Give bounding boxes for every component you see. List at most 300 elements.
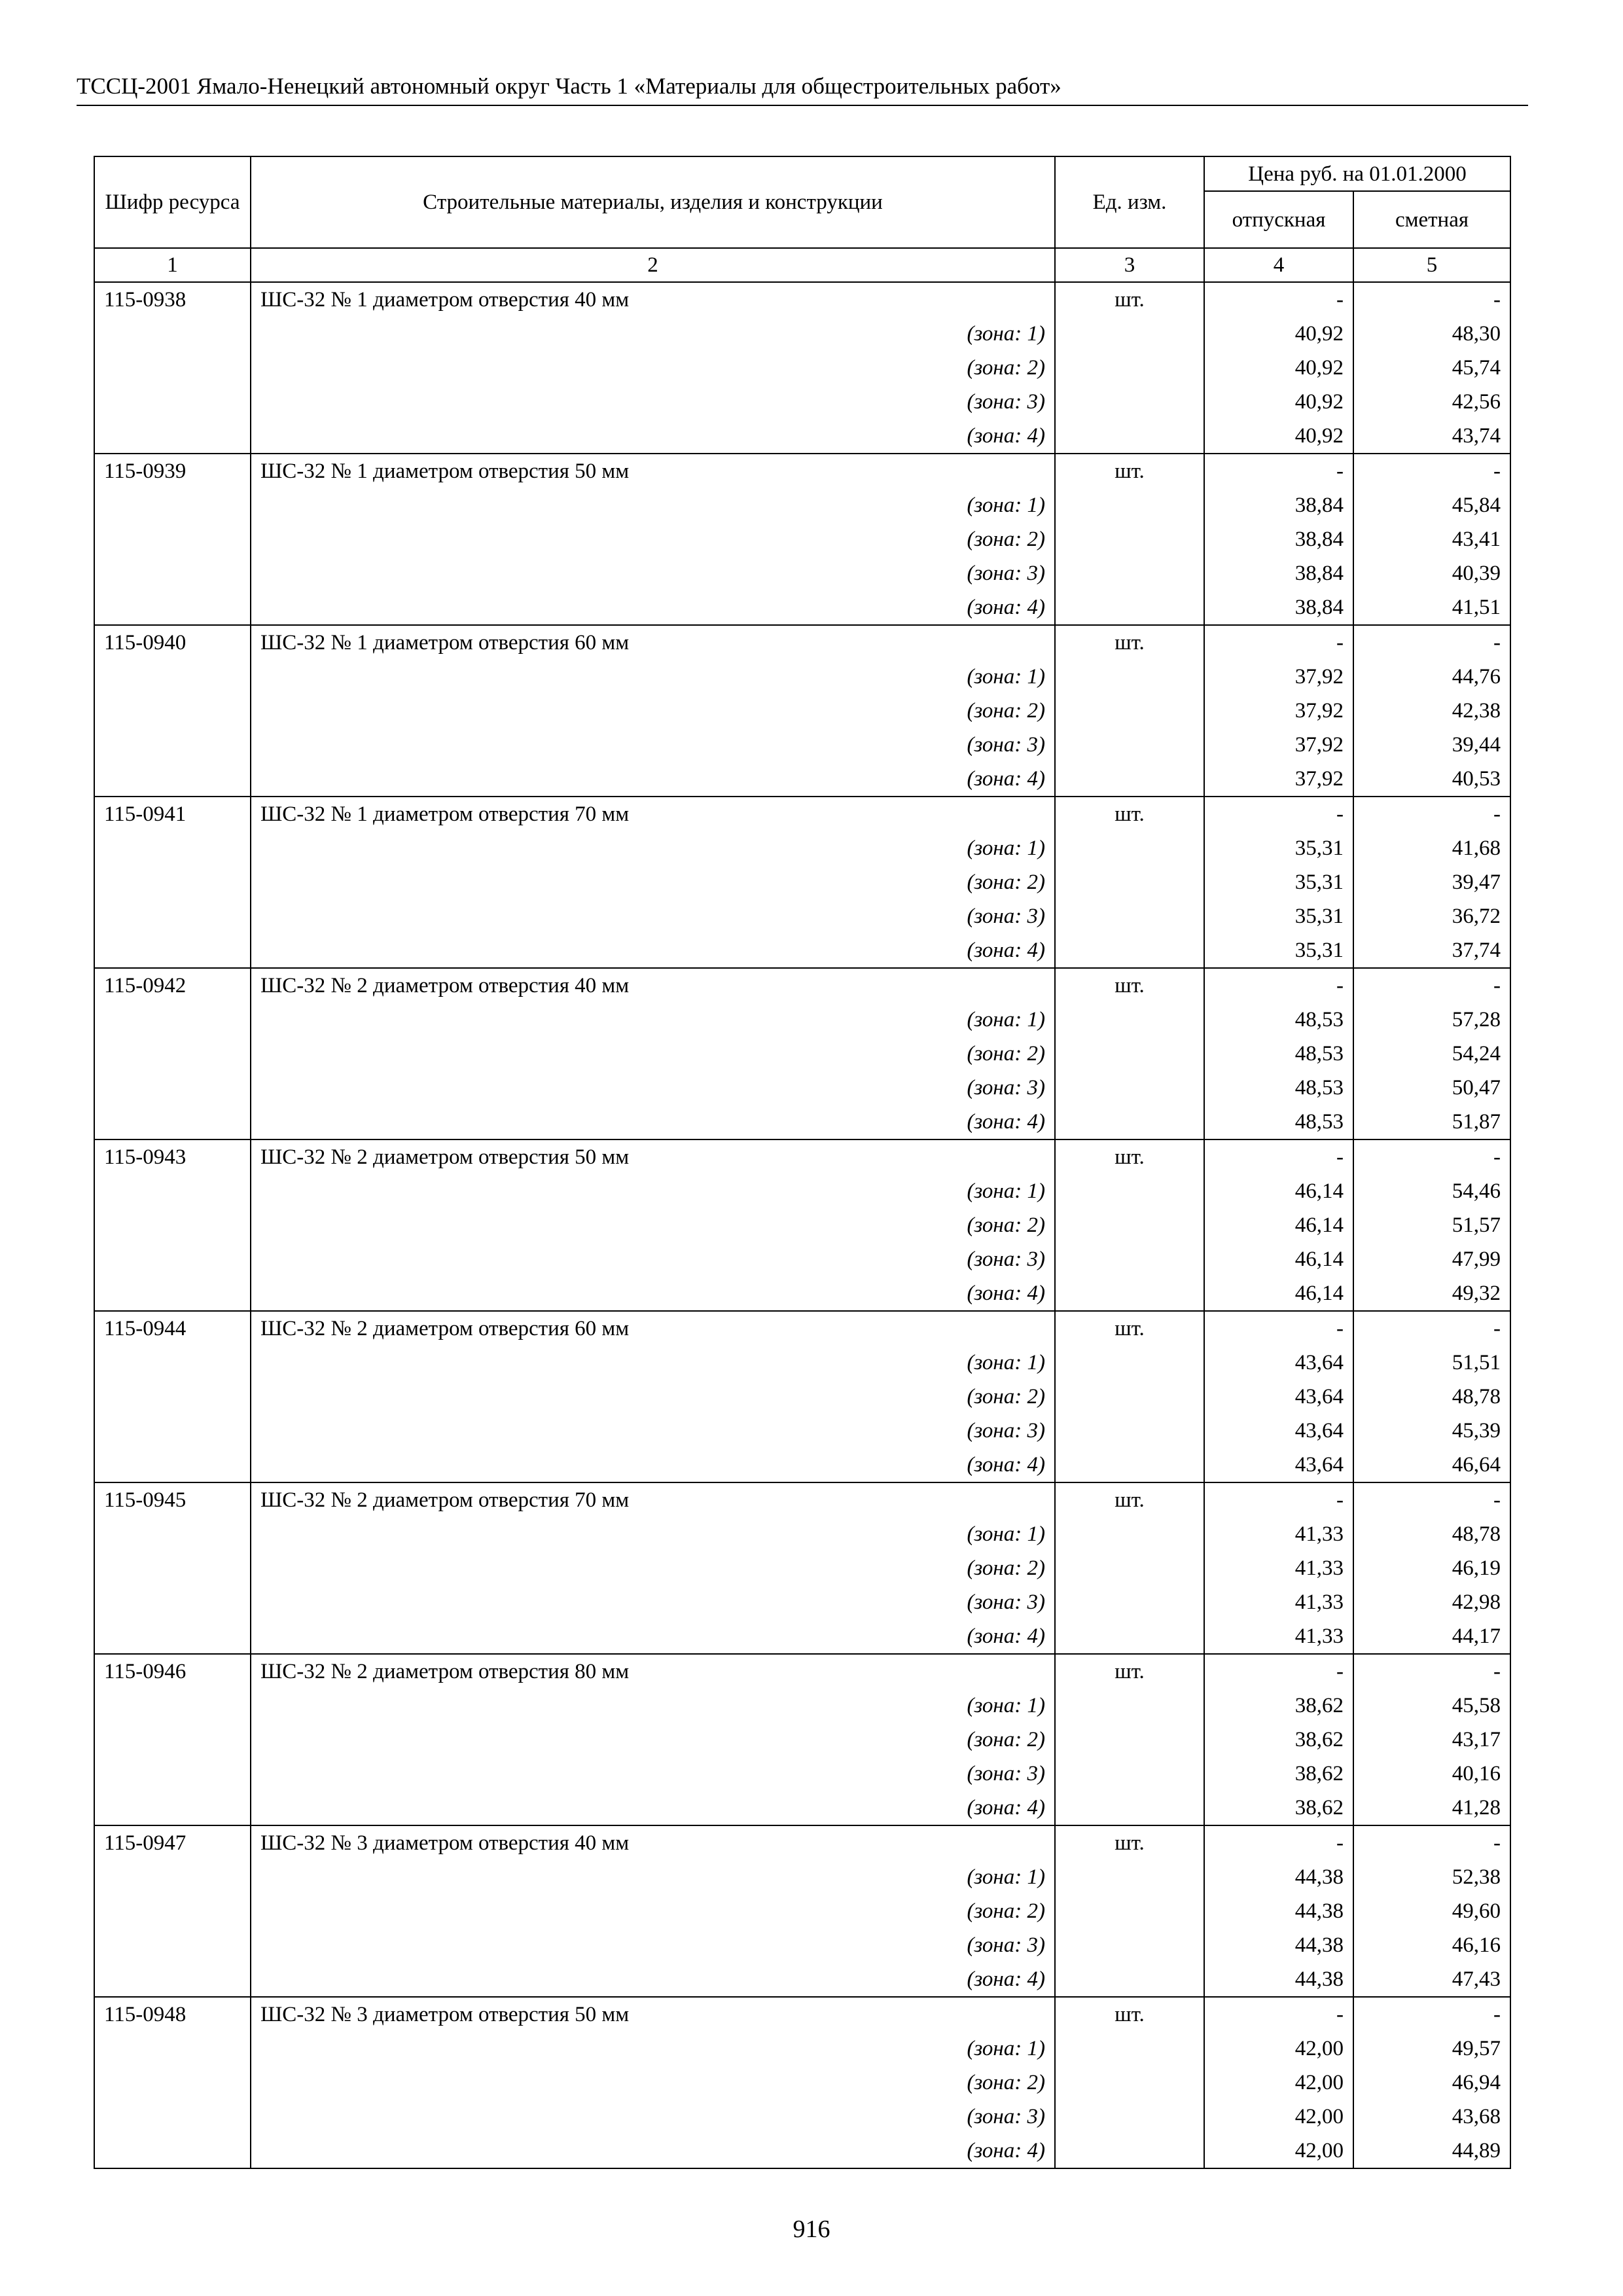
zone-row — [94, 694, 1510, 728]
zone-label: (зона: 1) — [251, 1003, 1055, 1037]
zone-row — [94, 1003, 1510, 1037]
empty-cell — [94, 385, 251, 419]
zone-row — [94, 831, 1510, 865]
zone-label: (зона: 2) — [251, 1037, 1055, 1071]
zone-row — [94, 351, 1510, 385]
empty-cell — [94, 2066, 251, 2100]
zone-row — [94, 1414, 1510, 1448]
release-price: 44,38 — [1204, 1962, 1353, 1997]
zone-row — [94, 1860, 1510, 1894]
estimate-price: 51,57 — [1353, 1208, 1510, 1242]
release-price: 43,64 — [1204, 1414, 1353, 1448]
zone-label: (зона: 3) — [251, 728, 1055, 762]
price-table — [94, 156, 1511, 2169]
empty-cell — [94, 2032, 251, 2066]
column-number: 2 — [251, 248, 1055, 282]
release-price: 35,31 — [1204, 831, 1353, 865]
release-price: 40,92 — [1204, 419, 1353, 454]
resource-code: 115-0941 — [94, 797, 251, 831]
table-row — [94, 625, 1510, 660]
estimate-price: 51,51 — [1353, 1346, 1510, 1380]
release-price: 38,62 — [1204, 1791, 1353, 1825]
unit-cell: шт. — [1055, 1482, 1204, 1517]
table-row — [94, 1654, 1510, 1689]
estimate-price: - — [1353, 454, 1510, 488]
release-price: 38,84 — [1204, 590, 1353, 625]
empty-cell — [1055, 1208, 1204, 1242]
estimate-price: 54,24 — [1353, 1037, 1510, 1071]
empty-cell — [94, 1346, 251, 1380]
empty-cell — [94, 1242, 251, 1276]
release-price: 38,62 — [1204, 1723, 1353, 1757]
zone-label: (зона: 4) — [251, 1619, 1055, 1654]
estimate-price: 48,78 — [1353, 1517, 1510, 1551]
estimate-price: 45,39 — [1353, 1414, 1510, 1448]
zone-row — [94, 1448, 1510, 1482]
estimate-price: 52,38 — [1353, 1860, 1510, 1894]
empty-cell — [94, 1723, 251, 1757]
zone-row — [94, 1276, 1510, 1311]
empty-cell — [94, 488, 251, 522]
resource-code: 115-0939 — [94, 454, 251, 488]
header-name: Строительные материалы, изделия и конструкции — [251, 156, 1055, 248]
estimate-price: 39,44 — [1353, 728, 1510, 762]
empty-cell — [94, 2134, 251, 2168]
zone-label: (зона: 1) — [251, 831, 1055, 865]
table-row — [94, 282, 1510, 317]
zone-row — [94, 660, 1510, 694]
material-name: ШС-32 № 1 диаметром отверстия 60 мм — [251, 625, 1055, 660]
zone-label: (зона: 4) — [251, 933, 1055, 968]
estimate-price: 47,43 — [1353, 1962, 1510, 1997]
estimate-price: - — [1353, 797, 1510, 831]
estimate-price: 44,76 — [1353, 660, 1510, 694]
empty-cell — [94, 933, 251, 968]
table-row — [94, 1139, 1510, 1174]
estimate-price: 45,74 — [1353, 351, 1510, 385]
empty-cell — [94, 1551, 251, 1585]
column-number: 5 — [1353, 248, 1510, 282]
estimate-price: 47,99 — [1353, 1242, 1510, 1276]
zone-row — [94, 2066, 1510, 2100]
release-price: 44,38 — [1204, 1894, 1353, 1928]
zone-row — [94, 1585, 1510, 1619]
zone-label: (зона: 1) — [251, 1860, 1055, 1894]
empty-cell — [1055, 1003, 1204, 1037]
material-name: ШС-32 № 2 диаметром отверстия 60 мм — [251, 1311, 1055, 1346]
empty-cell — [1055, 762, 1204, 797]
estimate-price: 36,72 — [1353, 899, 1510, 933]
empty-cell — [94, 351, 251, 385]
release-price: 42,00 — [1204, 2100, 1353, 2134]
zone-label: (зона: 4) — [251, 1276, 1055, 1311]
zone-label: (зона: 1) — [251, 2032, 1055, 2066]
zone-label: (зона: 1) — [251, 1517, 1055, 1551]
empty-cell — [1055, 1551, 1204, 1585]
estimate-price: - — [1353, 968, 1510, 1003]
zone-row — [94, 522, 1510, 556]
release-price: 48,53 — [1204, 1037, 1353, 1071]
estimate-price: 43,41 — [1353, 522, 1510, 556]
table-header — [94, 156, 1510, 282]
zone-label: (зона: 1) — [251, 1689, 1055, 1723]
release-price: 38,84 — [1204, 556, 1353, 590]
empty-cell — [1055, 419, 1204, 454]
release-price: 43,64 — [1204, 1380, 1353, 1414]
estimate-price: 42,38 — [1353, 694, 1510, 728]
release-price: - — [1204, 1997, 1353, 2032]
zone-row — [94, 1791, 1510, 1825]
empty-cell — [94, 590, 251, 625]
estimate-price: 49,57 — [1353, 2032, 1510, 2066]
resource-code: 115-0946 — [94, 1654, 251, 1689]
release-price: 44,38 — [1204, 1860, 1353, 1894]
estimate-price: 44,89 — [1353, 2134, 1510, 2168]
release-price: 40,92 — [1204, 351, 1353, 385]
estimate-price: - — [1353, 625, 1510, 660]
empty-cell — [1055, 728, 1204, 762]
release-price: 48,53 — [1204, 1071, 1353, 1105]
zone-row — [94, 1242, 1510, 1276]
material-name: ШС-32 № 1 диаметром отверстия 50 мм — [251, 454, 1055, 488]
release-price: 40,92 — [1204, 317, 1353, 351]
zone-row — [94, 2100, 1510, 2134]
release-price: 43,64 — [1204, 1448, 1353, 1482]
zone-row — [94, 1208, 1510, 1242]
unit-cell: шт. — [1055, 1654, 1204, 1689]
release-price: 37,92 — [1204, 762, 1353, 797]
empty-cell — [94, 1276, 251, 1311]
empty-cell — [1055, 2134, 1204, 2168]
resource-code: 115-0947 — [94, 1825, 251, 1860]
empty-cell — [1055, 1346, 1204, 1380]
release-price: 38,62 — [1204, 1757, 1353, 1791]
page-number: 916 — [793, 2215, 830, 2243]
empty-cell — [1055, 2066, 1204, 2100]
empty-cell — [1055, 488, 1204, 522]
zone-label: (зона: 4) — [251, 419, 1055, 454]
zone-label: (зона: 1) — [251, 317, 1055, 351]
estimate-price: - — [1353, 1997, 1510, 2032]
unit-cell: шт. — [1055, 797, 1204, 831]
empty-cell — [1055, 694, 1204, 728]
estimate-price: 45,58 — [1353, 1689, 1510, 1723]
resource-code: 115-0938 — [94, 282, 251, 317]
zone-row — [94, 1551, 1510, 1585]
zone-row — [94, 488, 1510, 522]
empty-cell — [1055, 1276, 1204, 1311]
material-name: ШС-32 № 3 диаметром отверстия 50 мм — [251, 1997, 1055, 2032]
release-price: 41,33 — [1204, 1551, 1353, 1585]
estimate-price: 48,78 — [1353, 1380, 1510, 1414]
estimate-price: 42,98 — [1353, 1585, 1510, 1619]
empty-cell — [1055, 317, 1204, 351]
estimate-price: 39,47 — [1353, 865, 1510, 899]
zone-label: (зона: 3) — [251, 899, 1055, 933]
release-price: 44,38 — [1204, 1928, 1353, 1962]
header-unit: Ед. изм. — [1055, 156, 1204, 248]
zone-label: (зона: 3) — [251, 1242, 1055, 1276]
empty-cell — [1055, 1962, 1204, 1997]
release-price: 37,92 — [1204, 728, 1353, 762]
zone-label: (зона: 3) — [251, 1928, 1055, 1962]
empty-cell — [1055, 1757, 1204, 1791]
zone-row — [94, 1757, 1510, 1791]
estimate-price: 41,68 — [1353, 831, 1510, 865]
empty-cell — [1055, 1928, 1204, 1962]
resource-code: 115-0940 — [94, 625, 251, 660]
estimate-price: - — [1353, 1825, 1510, 1860]
release-price: 42,00 — [1204, 2032, 1353, 2066]
empty-cell — [94, 1105, 251, 1139]
header-price-group: Цена руб. на 01.01.2000 — [1204, 156, 1510, 191]
release-price: 37,92 — [1204, 694, 1353, 728]
estimate-price: 50,47 — [1353, 1071, 1510, 1105]
zone-label: (зона: 2) — [251, 1723, 1055, 1757]
empty-cell — [1055, 1860, 1204, 1894]
zone-row — [94, 1723, 1510, 1757]
empty-cell — [94, 1791, 251, 1825]
empty-cell — [1055, 1689, 1204, 1723]
empty-cell — [94, 1860, 251, 1894]
empty-cell — [94, 419, 251, 454]
empty-cell — [1055, 1071, 1204, 1105]
zone-row — [94, 899, 1510, 933]
unit-cell: шт. — [1055, 1139, 1204, 1174]
release-price: 38,84 — [1204, 488, 1353, 522]
table-row — [94, 1825, 1510, 1860]
zone-label: (зона: 3) — [251, 1071, 1055, 1105]
zone-label: (зона: 2) — [251, 351, 1055, 385]
zone-label: (зона: 2) — [251, 694, 1055, 728]
zone-row — [94, 1174, 1510, 1208]
empty-cell — [94, 899, 251, 933]
zone-label: (зона: 4) — [251, 1448, 1055, 1482]
release-price: - — [1204, 282, 1353, 317]
zone-label: (зона: 2) — [251, 1380, 1055, 1414]
release-price: 46,14 — [1204, 1208, 1353, 1242]
release-price: 41,33 — [1204, 1517, 1353, 1551]
release-price: - — [1204, 1654, 1353, 1689]
release-price: - — [1204, 625, 1353, 660]
zone-row — [94, 590, 1510, 625]
empty-cell — [94, 1174, 251, 1208]
resource-code: 115-0948 — [94, 1997, 251, 2032]
release-price: 41,33 — [1204, 1585, 1353, 1619]
empty-cell — [1055, 899, 1204, 933]
zone-row — [94, 2134, 1510, 2168]
empty-cell — [1055, 1380, 1204, 1414]
column-number: 1 — [94, 248, 251, 282]
unit-cell: шт. — [1055, 625, 1204, 660]
empty-cell — [1055, 1414, 1204, 1448]
empty-cell — [1055, 1723, 1204, 1757]
empty-cell — [1055, 865, 1204, 899]
unit-cell: шт. — [1055, 968, 1204, 1003]
zone-row — [94, 385, 1510, 419]
zone-label: (зона: 4) — [251, 2134, 1055, 2168]
unit-cell: шт. — [1055, 1825, 1204, 1860]
empty-cell — [94, 762, 251, 797]
release-price: 41,33 — [1204, 1619, 1353, 1654]
zone-label: (зона: 3) — [251, 385, 1055, 419]
material-name: ШС-32 № 3 диаметром отверстия 40 мм — [251, 1825, 1055, 1860]
estimate-price: 43,17 — [1353, 1723, 1510, 1757]
table-row — [94, 454, 1510, 488]
resource-code: 115-0943 — [94, 1139, 251, 1174]
estimate-price: 40,16 — [1353, 1757, 1510, 1791]
empty-cell — [1055, 522, 1204, 556]
zone-label: (зона: 4) — [251, 590, 1055, 625]
empty-cell — [94, 1208, 251, 1242]
zone-row — [94, 1037, 1510, 1071]
estimate-price: - — [1353, 1482, 1510, 1517]
estimate-price: - — [1353, 1311, 1510, 1346]
zone-row — [94, 1928, 1510, 1962]
empty-cell — [94, 694, 251, 728]
empty-cell — [94, 831, 251, 865]
unit-cell: шт. — [1055, 282, 1204, 317]
zone-label: (зона: 4) — [251, 1791, 1055, 1825]
zone-label: (зона: 2) — [251, 522, 1055, 556]
table-row — [94, 1482, 1510, 1517]
empty-cell — [1055, 2032, 1204, 2066]
column-numbers-row — [94, 248, 1510, 282]
empty-cell — [94, 1071, 251, 1105]
zone-label: (зона: 1) — [251, 1346, 1055, 1380]
empty-cell — [1055, 2100, 1204, 2134]
empty-cell — [1055, 1517, 1204, 1551]
estimate-price: 40,53 — [1353, 762, 1510, 797]
estimate-price: 43,68 — [1353, 2100, 1510, 2134]
table-row — [94, 1311, 1510, 1346]
release-price: - — [1204, 454, 1353, 488]
unit-cell: шт. — [1055, 1311, 1204, 1346]
estimate-price: 40,39 — [1353, 556, 1510, 590]
empty-cell — [1055, 1037, 1204, 1071]
zone-label: (зона: 2) — [251, 865, 1055, 899]
zone-row — [94, 1962, 1510, 1997]
running-header: ТССЦ-2001 Ямало-Ненецкий автономный округ Часть 1 «Материалы для общестроительных работ» — [77, 73, 1061, 99]
empty-cell — [94, 317, 251, 351]
empty-cell — [1055, 1585, 1204, 1619]
empty-cell — [94, 1585, 251, 1619]
release-price: - — [1204, 1482, 1353, 1517]
zone-label: (зона: 1) — [251, 660, 1055, 694]
release-price: 38,84 — [1204, 522, 1353, 556]
header-release: отпускная — [1204, 191, 1353, 248]
release-price: - — [1204, 797, 1353, 831]
zone-label: (зона: 1) — [251, 1174, 1055, 1208]
estimate-price: 46,94 — [1353, 2066, 1510, 2100]
estimate-price: 41,28 — [1353, 1791, 1510, 1825]
header-estimate: сметная — [1353, 191, 1510, 248]
empty-cell — [1055, 556, 1204, 590]
empty-cell — [94, 728, 251, 762]
zone-label: (зона: 3) — [251, 2100, 1055, 2134]
estimate-price: 49,32 — [1353, 1276, 1510, 1311]
zone-label: (зона: 4) — [251, 1962, 1055, 1997]
empty-cell — [94, 1003, 251, 1037]
zone-row — [94, 1619, 1510, 1654]
empty-cell — [1055, 1791, 1204, 1825]
empty-cell — [94, 522, 251, 556]
zone-row — [94, 419, 1510, 454]
empty-cell — [94, 2100, 251, 2134]
zone-row — [94, 1517, 1510, 1551]
zone-row — [94, 1380, 1510, 1414]
empty-cell — [94, 1414, 251, 1448]
zone-label: (зона: 2) — [251, 1551, 1055, 1585]
estimate-price: 45,84 — [1353, 488, 1510, 522]
estimate-price: - — [1353, 282, 1510, 317]
empty-cell — [94, 556, 251, 590]
empty-cell — [94, 1757, 251, 1791]
release-price: 46,14 — [1204, 1242, 1353, 1276]
estimate-price: 46,16 — [1353, 1928, 1510, 1962]
release-price: 46,14 — [1204, 1174, 1353, 1208]
empty-cell — [94, 1037, 251, 1071]
empty-cell — [1055, 351, 1204, 385]
empty-cell — [94, 1689, 251, 1723]
empty-cell — [1055, 1894, 1204, 1928]
resource-code: 115-0944 — [94, 1311, 251, 1346]
resource-code: 115-0942 — [94, 968, 251, 1003]
material-name: ШС-32 № 2 диаметром отверстия 50 мм — [251, 1139, 1055, 1174]
zone-row — [94, 1105, 1510, 1139]
empty-cell — [94, 1517, 251, 1551]
release-price: - — [1204, 968, 1353, 1003]
estimate-price: 54,46 — [1353, 1174, 1510, 1208]
zone-row — [94, 1071, 1510, 1105]
estimate-price: 44,17 — [1353, 1619, 1510, 1654]
estimate-price: 46,64 — [1353, 1448, 1510, 1482]
release-price: 42,00 — [1204, 2066, 1353, 2100]
table-row — [94, 968, 1510, 1003]
empty-cell — [94, 865, 251, 899]
estimate-price: 46,19 — [1353, 1551, 1510, 1585]
zone-row — [94, 1689, 1510, 1723]
zone-label: (зона: 3) — [251, 1757, 1055, 1791]
zone-label: (зона: 2) — [251, 1208, 1055, 1242]
estimate-price: 49,60 — [1353, 1894, 1510, 1928]
zone-row — [94, 933, 1510, 968]
release-price: 40,92 — [1204, 385, 1353, 419]
estimate-price: - — [1353, 1654, 1510, 1689]
unit-cell: шт. — [1055, 454, 1204, 488]
zone-row — [94, 728, 1510, 762]
zone-label: (зона: 4) — [251, 1105, 1055, 1139]
empty-cell — [1055, 660, 1204, 694]
material-name: ШС-32 № 2 диаметром отверстия 80 мм — [251, 1654, 1055, 1689]
empty-cell — [1055, 385, 1204, 419]
zone-label: (зона: 4) — [251, 762, 1055, 797]
release-price: 48,53 — [1204, 1003, 1353, 1037]
table-body — [94, 282, 1510, 2168]
release-price: - — [1204, 1139, 1353, 1174]
unit-cell: шт. — [1055, 1997, 1204, 2032]
empty-cell — [1055, 590, 1204, 625]
estimate-price: 43,74 — [1353, 419, 1510, 454]
empty-cell — [94, 1962, 251, 1997]
estimate-price: 57,28 — [1353, 1003, 1510, 1037]
zone-row — [94, 865, 1510, 899]
release-price: 43,64 — [1204, 1346, 1353, 1380]
empty-cell — [94, 1894, 251, 1928]
zone-label: (зона: 3) — [251, 1414, 1055, 1448]
material-name: ШС-32 № 1 диаметром отверстия 40 мм — [251, 282, 1055, 317]
zone-row — [94, 1346, 1510, 1380]
